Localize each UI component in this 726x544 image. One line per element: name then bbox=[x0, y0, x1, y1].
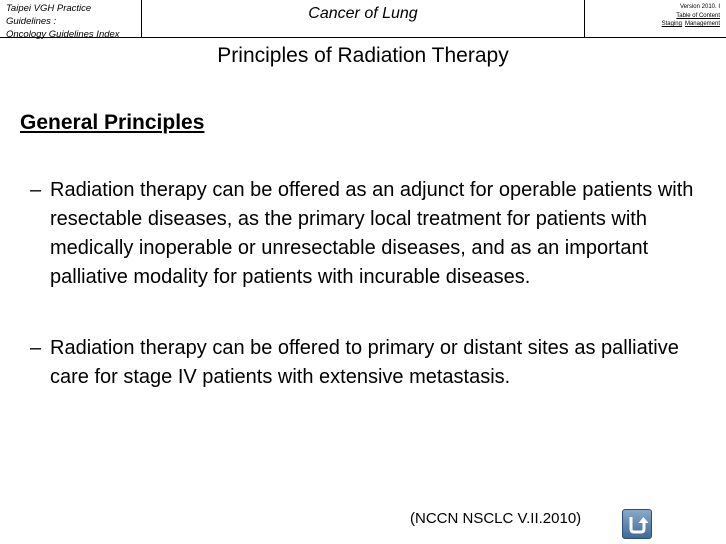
bullet-text: Radiation therapy can be offered to primary or distant sites as palliative care for stage IV patients with extensive metastasis. bbox=[50, 337, 679, 388]
list-item bbox=[30, 176, 720, 292]
bullet-dash: – bbox=[30, 179, 42, 201]
back-button[interactable] bbox=[622, 509, 652, 539]
header-bar bbox=[0, 0, 726, 42]
bullet-dash: – bbox=[30, 337, 42, 359]
document-title: Cancer of Lung bbox=[308, 5, 418, 22]
return-arrow-icon bbox=[626, 513, 648, 535]
header-title-box bbox=[141, 0, 585, 38]
reference-citation: (NCCN NSCLC V.II.2010) bbox=[410, 510, 582, 527]
management-link[interactable]: Management bbox=[684, 21, 720, 27]
header-org-box bbox=[0, 0, 142, 38]
header-version-box bbox=[584, 0, 726, 38]
org-name bbox=[6, 2, 120, 41]
bullet-text: Radiation therapy can be offered as an adjunct for operable patients with resectable diseases, as the primary local treatment for patients with medically inoperable or unresectable diseases, and as an important palliative modality for patients with incurable diseases. bbox=[50, 179, 694, 288]
list-item bbox=[30, 334, 720, 392]
page-title: Principles of Radiation Therapy bbox=[217, 44, 509, 67]
version-block bbox=[659, 3, 720, 29]
bullet-list bbox=[30, 176, 720, 392]
org-line-3: Oncology Guidelines Index bbox=[6, 29, 120, 40]
section-title: General Principles bbox=[20, 111, 205, 134]
table-of-content-link[interactable]: Table of Content bbox=[676, 12, 720, 19]
staging-link[interactable]: Staging bbox=[661, 21, 682, 27]
org-line-1: Taipei VGH Practice bbox=[6, 3, 92, 14]
version-label: Version 2010. I bbox=[679, 4, 720, 10]
org-line-2: Guidelines : bbox=[6, 16, 57, 27]
